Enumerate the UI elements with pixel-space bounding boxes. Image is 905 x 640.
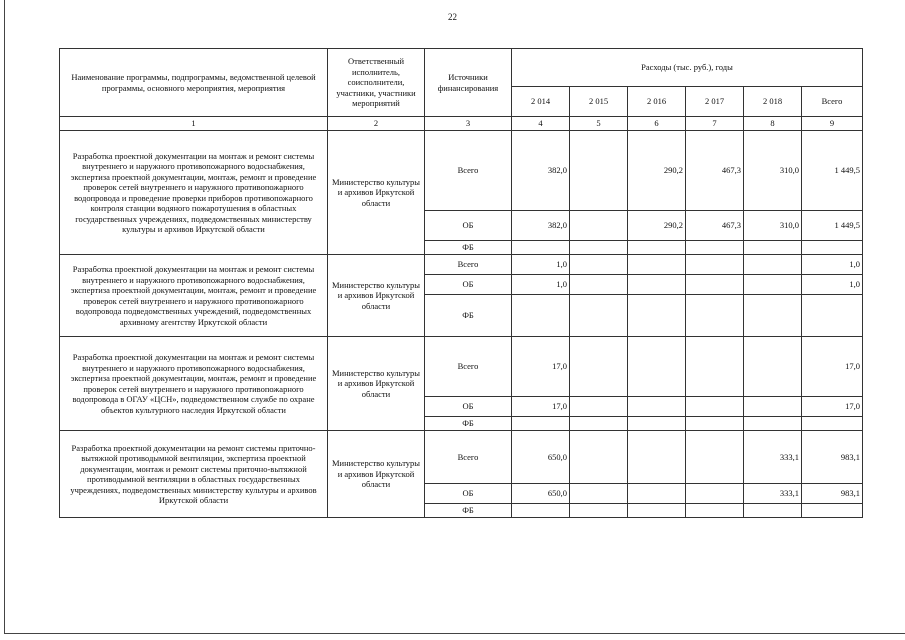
activity-name: Разработка проектной документации на монтаж и ремонт системы внутреннего и наружного противопожарного водоснабжения, экспертиза проектной документации, монтаж, ремонт и проведение проверок сетей внутреннего и наружного противопожарного водопровода подведомственных учреждений, подведомственных архивному агентству Иркутской области [60,255,328,337]
column-index: 4 [512,117,570,131]
column-index: 1 [60,117,328,131]
year-value [686,255,744,275]
column-index: 8 [744,117,802,131]
table-header [60,49,863,131]
year-value [686,417,744,431]
column-index: 2 [328,117,425,131]
year-value [570,211,628,241]
year-value [686,397,744,417]
year-value [570,504,628,518]
total-value: 1,0 [802,255,863,275]
funding-source: Всего [425,131,512,211]
year-value [686,337,744,397]
header-executor: Ответственный исполнитель, соисполнители, участники, участники мероприятий [328,49,425,117]
year-value [686,241,744,255]
year-value [628,295,686,337]
year-value [686,504,744,518]
total-value: 983,1 [802,484,863,504]
year-value [628,275,686,295]
header-year: 2 015 [570,87,628,117]
activity-name: Разработка проектной документации на ремонт системы приточно-вытяжной противодымной вентиляции, экспертиза проектной документации, монтаж и ремонт системы приточно-вытяжной противодымной вентиляции в областных государственных учреждениях, подведомственных министерству культуры и архивов Иркутской области [60,431,328,518]
column-index: 5 [570,117,628,131]
year-value: 17,0 [512,337,570,397]
activity-name: Разработка проектной документации на монтаж и ремонт системы внутреннего и наружного противопожарного водоснабжения, экспертиза проектной документации, монтаж, ремонт и проведение проверок сетей внутреннего и наружного противопожарного водопровода и проведение проверки приборов противопожарного контроля станции водяного пожаротушения в областных государственных учреждениях, подведомственных министерству культуры и архивов Иркутской области [60,131,328,255]
table-row [60,255,863,275]
year-value [570,255,628,275]
year-value: 382,0 [512,131,570,211]
year-value [570,241,628,255]
year-value [744,397,802,417]
header-name: Наименование программы, подпрограммы, ведомственной целевой программы, основного мероприятия, мероприятия [60,49,328,117]
year-value [570,131,628,211]
year-value: 290,2 [628,131,686,211]
total-value [802,241,863,255]
year-value [744,337,802,397]
year-value [686,275,744,295]
funding-source: ФБ [425,295,512,337]
year-value [628,417,686,431]
year-value: 467,3 [686,131,744,211]
funding-source: ОБ [425,211,512,241]
year-value [628,397,686,417]
table-row [60,337,863,397]
header-year: 2 018 [744,87,802,117]
total-value: 1 449,5 [802,131,863,211]
year-value [686,431,744,484]
year-value [686,484,744,504]
total-value [802,417,863,431]
total-value: 983,1 [802,431,863,484]
year-value: 333,1 [744,484,802,504]
column-index: 7 [686,117,744,131]
total-value [802,295,863,337]
year-value: 333,1 [744,431,802,484]
year-value [512,295,570,337]
year-value [570,295,628,337]
executor: Министерство культуры и архивов Иркутской области [328,431,425,518]
funding-source: ОБ [425,275,512,295]
year-value [744,295,802,337]
year-value [744,275,802,295]
year-value [570,484,628,504]
column-index: 3 [425,117,512,131]
table-row [60,131,863,211]
year-value: 310,0 [744,131,802,211]
funding-source: ФБ [425,504,512,518]
funding-source: ФБ [425,417,512,431]
funding-source: Всего [425,255,512,275]
year-value: 290,2 [628,211,686,241]
executor: Министерство культуры и архивов Иркутской области [328,337,425,431]
year-value: 650,0 [512,484,570,504]
year-value [744,417,802,431]
total-value: 17,0 [802,397,863,417]
activity-name: Разработка проектной документации на монтаж и ремонт системы внутреннего и наружного противопожарного водоснабжения, экспертиза проектной документации, монтаж, ремонт и проведение проверок сетей внутреннего и наружного противопожарного водопровода в ОГАУ «ЦСН», подведомственном службе по охране объектов культурного наследия Иркутской области [60,337,328,431]
total-value: 17,0 [802,337,863,397]
year-value: 467,3 [686,211,744,241]
year-value [512,504,570,518]
header-source: Источники финансирования [425,49,512,117]
year-value [628,431,686,484]
funding-source: ОБ [425,397,512,417]
executor: Министерство культуры и архивов Иркутской области [328,131,425,255]
year-value: 1,0 [512,255,570,275]
year-value [628,504,686,518]
total-value: 1,0 [802,275,863,295]
year-value [512,241,570,255]
executor: Министерство культуры и архивов Иркутской области [328,255,425,337]
year-value [628,255,686,275]
funding-source: ОБ [425,484,512,504]
year-value [570,275,628,295]
year-value [686,295,744,337]
funding-source: ФБ [425,241,512,255]
table-body [60,131,863,518]
column-index: 9 [802,117,863,131]
year-value [744,255,802,275]
header-year: 2 014 [512,87,570,117]
table-row [60,431,863,484]
year-value [570,397,628,417]
year-value [744,504,802,518]
year-value [570,417,628,431]
year-value [512,417,570,431]
header-expenses: Расходы (тыс. руб.), годы [512,49,863,87]
header-total: Всего [802,87,863,117]
year-value [744,241,802,255]
year-value [570,337,628,397]
year-value [570,431,628,484]
expenses-table [59,48,863,518]
column-index: 6 [628,117,686,131]
year-value: 1,0 [512,275,570,295]
year-value: 382,0 [512,211,570,241]
year-value [628,241,686,255]
total-value [802,504,863,518]
year-value [628,337,686,397]
total-value: 1 449,5 [802,211,863,241]
year-value: 650,0 [512,431,570,484]
header-year: 2 017 [686,87,744,117]
funding-source: Всего [425,337,512,397]
header-year: 2 016 [628,87,686,117]
funding-source: Всего [425,431,512,484]
year-value: 310,0 [744,211,802,241]
year-value [628,484,686,504]
page-number: 22 [448,12,457,22]
year-value: 17,0 [512,397,570,417]
